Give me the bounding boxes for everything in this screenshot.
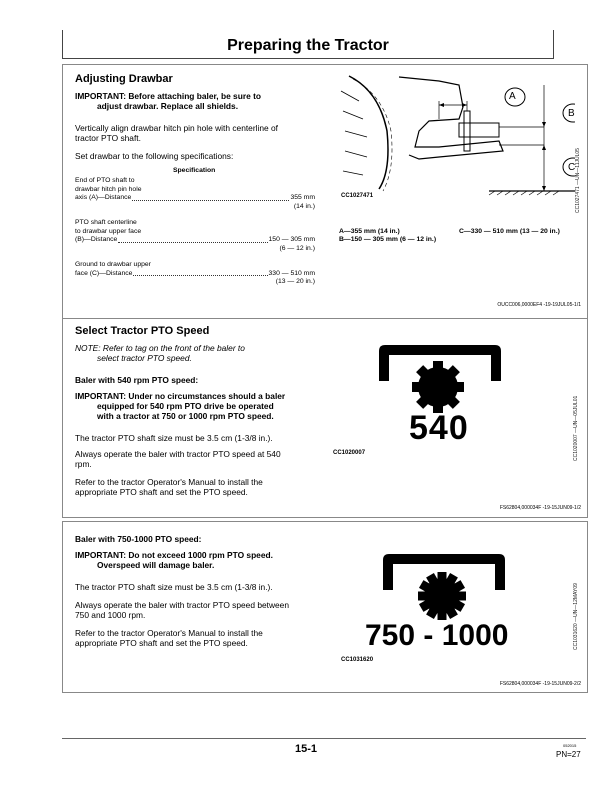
paragraph-line: Refer to the tractor Operator's Manual to install the [75,477,263,487]
figure-id: CC1027471 [341,193,374,199]
section-heading: Select Tractor PTO Speed [75,325,210,337]
spec-line: drawbar hitch pin hole [75,185,142,193]
section-select-pto-speed [62,318,588,518]
paragraph-line: Always operate the baler with tractor PTO speed between [75,600,289,610]
pto-750-1000-decal [379,552,509,624]
spec-c [75,261,315,287]
footer-pn: PN=27 [556,750,581,759]
spec-value-inch: (13 — 20 in.) [275,278,315,285]
subheading: Baler with 750-1000 PTO speed: [75,534,202,544]
important-note [75,91,335,111]
paragraph-line: rpm. [75,459,92,469]
paragraph [75,477,335,497]
figure-side-id: CC1027471 —UN—11JUL05 [575,148,581,213]
figure-side-id: CC1031620 —UN—12MAY09 [573,583,579,650]
caption-c: C—330 — 510 mm (13 — 20 in.) [459,228,560,235]
subheading: Baler with 540 rpm PTO speed: [75,375,199,385]
important-line: IMPORTANT: Before attaching baler, be sure to [75,91,261,101]
spec-line: to drawbar upper face [75,227,142,235]
page-title: Preparing the Tractor [62,30,554,59]
spec-value: 150 — 305 mm [268,236,315,243]
section-heading: Adjusting Drawbar [75,73,173,85]
important-line: adjust drawbar. Replace all shields. [97,101,239,111]
spec-label: axis (A)—Distance [75,194,132,201]
paragraph-line: Always operate the baler with tractor PTO speed at 540 [75,449,281,459]
spec-label: face (C)—Distance [75,269,133,277]
paragraph [75,628,335,648]
footer-code: 052015 [563,743,577,748]
pto-speed-label: 540 [409,409,469,447]
paragraph: The tractor PTO shaft size must be 3.5 cm (1-3/8 in.). [75,582,273,592]
important-line: Overspeed will damage baler. [97,560,215,570]
paragraph [75,123,335,143]
figure-id: CC1020007 [333,450,366,456]
spec-line: PTO shaft centerline [75,219,137,226]
spec-b [75,219,315,253]
label-c: C [568,162,576,173]
figure-side-id: CC1020007 —UN—05JUL01 [573,395,579,461]
paragraph [75,449,335,469]
important-note [75,550,335,570]
paragraph-line: Vertically align drawbar hitch pin hole with centerline of [75,123,278,133]
spec-line: Ground to drawbar upper [75,261,151,268]
label-b: B [568,108,575,119]
page-number: 15-1 [295,743,318,755]
note [75,343,335,363]
spec-label: (B)—Distance [75,236,118,243]
section-750-1000-pto [62,521,588,693]
spec-value-inch: (6 — 12 in.) [279,244,315,252]
paragraph-line: 750 and 1000 rpm. [75,610,146,620]
spec-heading: Specification [173,167,216,174]
important-note [75,391,335,421]
spec-value: 355 mm [290,194,315,201]
paragraph: Set drawbar to the following specifications: [75,151,234,161]
caption-b: B—150 — 305 mm (6 — 12 in.) [339,236,437,243]
pto-speed-label: 750 - 1000 [365,619,509,652]
spec-a [75,177,315,211]
important-line: IMPORTANT: Under no circumstances should a baler [75,391,286,401]
label-a: A [509,91,516,102]
reference-code: FS62804,000034F -19-15JUN09-2/2 [499,681,581,687]
spec-row [75,236,315,245]
figure-id: CC1031620 [341,657,374,663]
paragraph: The tractor PTO shaft size must be 3.5 cm (1-3/8 in.). [75,433,273,443]
spec-value: 330 — 510 mm [268,269,315,277]
caption-a: A—355 mm (14 in.) [339,228,400,235]
paragraph [75,600,335,620]
spec-row [75,194,315,203]
important-line: IMPORTANT: Do not exceed 1000 rpm PTO speed. [75,550,273,560]
note-line: NOTE: Refer to tag on the front of the baler to [75,343,245,353]
important-line: equipped for 540 rpm PTO drive be operated [97,401,274,411]
footer-rule [62,738,586,739]
paragraph-line: Refer to the tractor Operator's Manual to install the [75,628,263,638]
spec-line: End of PTO shaft to [75,177,135,184]
paragraph-line: appropriate PTO shaft and set the PTO speed. [75,638,248,648]
spec-row [75,270,315,279]
paragraph-line: appropriate PTO shaft and set the PTO speed. [75,487,248,497]
section-adjusting-drawbar [62,64,588,319]
reference-code: OUCC006,0000EF4 -19-19JUL05-1/1 [497,302,581,308]
important-line: with a tractor at 750 or 1000 rpm PTO speed. [97,411,274,421]
paragraph-line: tractor PTO shaft. [75,133,141,143]
spec-value-inch: (14 in.) [293,202,315,210]
reference-code: FS62804,000034F -19-15JUN09-1/2 [499,505,581,511]
note-line: select tractor PTO speed. [97,353,192,363]
drawbar-diagram [339,71,575,203]
